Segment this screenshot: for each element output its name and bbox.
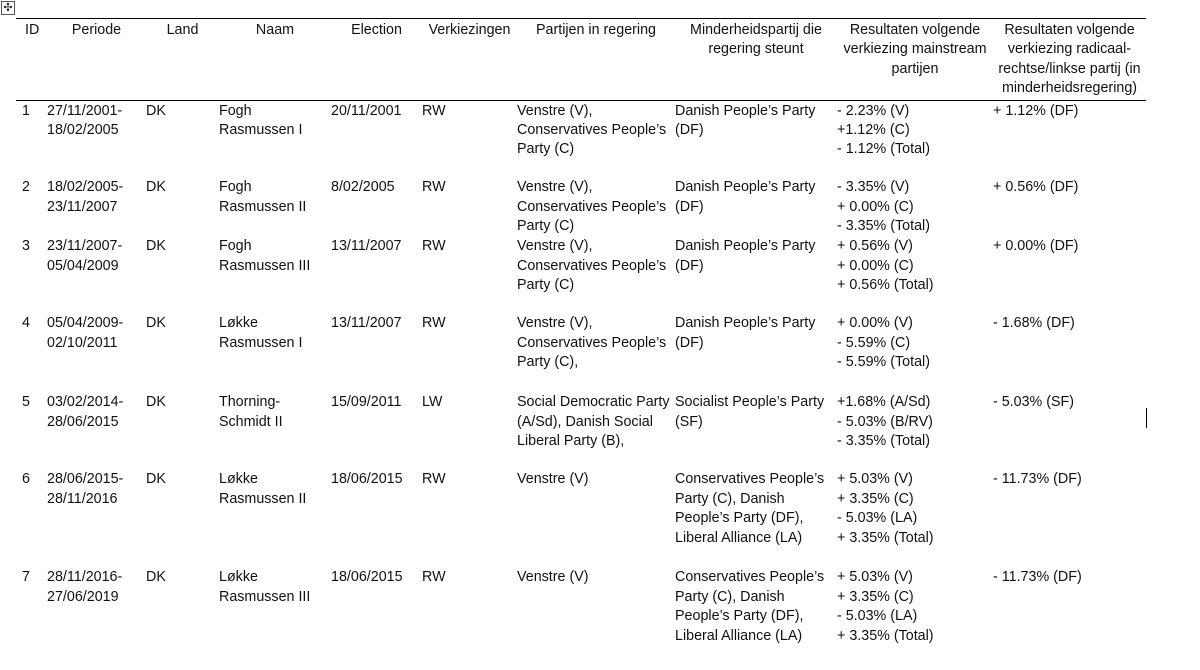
- table-move-handle[interactable]: ✣: [1, 1, 15, 15]
- text-cursor: [1146, 408, 1147, 428]
- cell-partijen: Venstre (V): [517, 471, 589, 488]
- cell-periode: 03/02/2014- 28/06/2015: [47, 394, 124, 430]
- cell-naam: Fogh Rasmussen II: [219, 179, 307, 215]
- cell-minderheidspartij: Danish People’s Party (DF): [675, 315, 816, 351]
- header-mainstream: Resultaten volgende verkiezing mainstream partijen: [843, 22, 987, 77]
- cell-mainstream: + 5.03% (V) + 3.35% (C) - 5.03% (LA) + 3.35% (Total): [837, 569, 934, 644]
- cell-periode: 28/06/2015- 28/11/2016: [47, 471, 124, 507]
- header-naam: Naam: [255, 22, 295, 38]
- cell-id: 1: [22, 102, 30, 119]
- cell-partijen: Venstre (V): [517, 569, 589, 586]
- header-election: Election: [351, 22, 402, 38]
- cell-naam: Løkke Rasmussen I: [219, 315, 303, 351]
- cell-mainstream: - 2.23% (V) +1.12% (C) - 1.12% (Total): [837, 102, 930, 158]
- table-row: [16, 392, 1146, 469]
- cell-election: 18/06/2015: [331, 471, 403, 488]
- cell-election: 20/11/2001: [331, 102, 402, 119]
- cell-election: 8/02/2005: [331, 179, 395, 196]
- government-table: [16, 18, 1146, 647]
- cell-verkiezingen: RW: [422, 238, 446, 255]
- cell-land: DK: [146, 179, 166, 196]
- cell-mainstream: - 3.35% (V) + 0.00% (C) - 3.35% (Total): [837, 179, 930, 234]
- cell-naam: Fogh Rasmussen III: [219, 238, 311, 274]
- cell-minderheidspartij: Socialist People’s Party (SF): [675, 394, 825, 430]
- header-minderheidspartij: Minderheidspartij die regering steunt: [690, 22, 822, 58]
- cell-radicaal: + 0.00% (DF): [993, 238, 1079, 255]
- cell-radicaal: - 5.03% (SF): [993, 394, 1075, 411]
- cell-verkiezingen: LW: [422, 394, 443, 411]
- cell-land: DK: [146, 102, 166, 119]
- cell-periode: 23/11/2007- 05/04/2009: [47, 238, 123, 274]
- cell-naam: Fogh Rasmussen I: [219, 102, 303, 139]
- cell-id: 3: [22, 238, 30, 255]
- cell-minderheidspartij: Danish People’s Party (DF): [675, 102, 816, 139]
- cell-verkiezingen: RW: [422, 102, 446, 119]
- cell-election: 13/11/2007: [331, 315, 402, 332]
- table-row: [16, 567, 1146, 647]
- cell-partijen: Social Democratic Party (A/Sd), Danish Social Liberal Party (B),: [517, 394, 670, 450]
- header-verkiezingen: Verkiezingen: [428, 22, 511, 38]
- cell-land: DK: [146, 315, 166, 332]
- table-row: [16, 313, 1146, 392]
- cell-naam: Løkke Rasmussen II: [219, 471, 307, 507]
- cell-partijen: Venstre (V), Conservatives People’s Party (C),: [517, 315, 667, 371]
- cell-radicaal: + 0.56% (DF): [993, 179, 1079, 196]
- cell-id: 7: [22, 569, 30, 586]
- cell-periode: 28/11/2016- 27/06/2019: [47, 569, 123, 605]
- cell-id: 4: [22, 315, 30, 332]
- cell-partijen: Venstre (V), Conservatives People’s Party (C): [517, 102, 667, 158]
- cell-mainstream: + 5.03% (V) + 3.35% (C) - 5.03% (LA) + 3.35% (Total): [837, 471, 934, 546]
- cell-minderheidspartij: Danish People’s Party (DF): [675, 179, 816, 215]
- cell-land: DK: [146, 471, 166, 488]
- header-periode: Periode: [71, 22, 122, 38]
- cell-land: DK: [146, 238, 166, 255]
- cell-naam: Thorning-Schmidt II: [219, 394, 283, 430]
- cell-minderheidspartij: Conservatives People’s Party (C), Danish People’s Party (DF), Liberal Alliance (LA): [675, 569, 825, 644]
- cell-mainstream: + 0.00% (V) - 5.59% (C) - 5.59% (Total): [837, 315, 930, 371]
- cell-id: 5: [22, 394, 30, 411]
- cell-minderheidspartij: Conservatives People’s Party (C), Danish People’s Party (DF), Liberal Alliance (LA): [675, 471, 825, 546]
- cell-radicaal: - 11.73% (DF): [993, 569, 1082, 586]
- cell-verkiezingen: RW: [422, 179, 446, 196]
- cell-periode: 27/11/2001- 18/02/2005: [47, 102, 123, 139]
- cell-land: DK: [146, 394, 166, 411]
- cell-mainstream: + 0.56% (V) + 0.00% (C) + 0.56% (Total): [837, 238, 934, 294]
- table-row: [16, 100, 1146, 177]
- header-id: ID: [25, 22, 40, 38]
- cell-id: 2: [22, 179, 30, 196]
- cell-verkiezingen: RW: [422, 471, 446, 488]
- table-row: [16, 469, 1146, 567]
- cell-land: DK: [146, 569, 166, 586]
- cell-partijen: Venstre (V), Conservatives People’s Party (C): [517, 179, 667, 234]
- header-radicaal: Resultaten volgende verkiezing radicaal-rechtse/linkse partij (in minderheidsregering): [998, 22, 1141, 97]
- cell-verkiezingen: RW: [422, 569, 446, 586]
- header-partijen: Partijen in regering: [535, 22, 656, 38]
- cell-election: 13/11/2007: [331, 238, 402, 255]
- cell-id: 6: [22, 471, 30, 488]
- cell-election: 18/06/2015: [331, 569, 403, 586]
- table-row: [16, 236, 1146, 313]
- cell-radicaal: + 1.12% (DF): [993, 102, 1079, 119]
- table-header-row: [16, 19, 1146, 101]
- header-land: Land: [166, 22, 199, 38]
- cell-partijen: Venstre (V), Conservatives People’s Party (C): [517, 238, 667, 294]
- cell-naam: Løkke Rasmussen III: [219, 569, 311, 605]
- cell-mainstream: +1.68% (A/Sd) - 5.03% (B/RV) - 3.35% (Total): [837, 394, 933, 450]
- cell-periode: 18/02/2005- 23/11/2007: [47, 179, 124, 215]
- cell-minderheidspartij: Danish People’s Party (DF): [675, 238, 816, 274]
- cell-verkiezingen: RW: [422, 315, 446, 332]
- cell-radicaal: - 1.68% (DF): [993, 315, 1075, 332]
- table-row: [16, 177, 1146, 236]
- cell-election: 15/09/2011: [331, 394, 402, 411]
- cell-radicaal: - 11.73% (DF): [993, 471, 1082, 488]
- cell-periode: 05/04/2009- 02/10/2011: [47, 315, 124, 351]
